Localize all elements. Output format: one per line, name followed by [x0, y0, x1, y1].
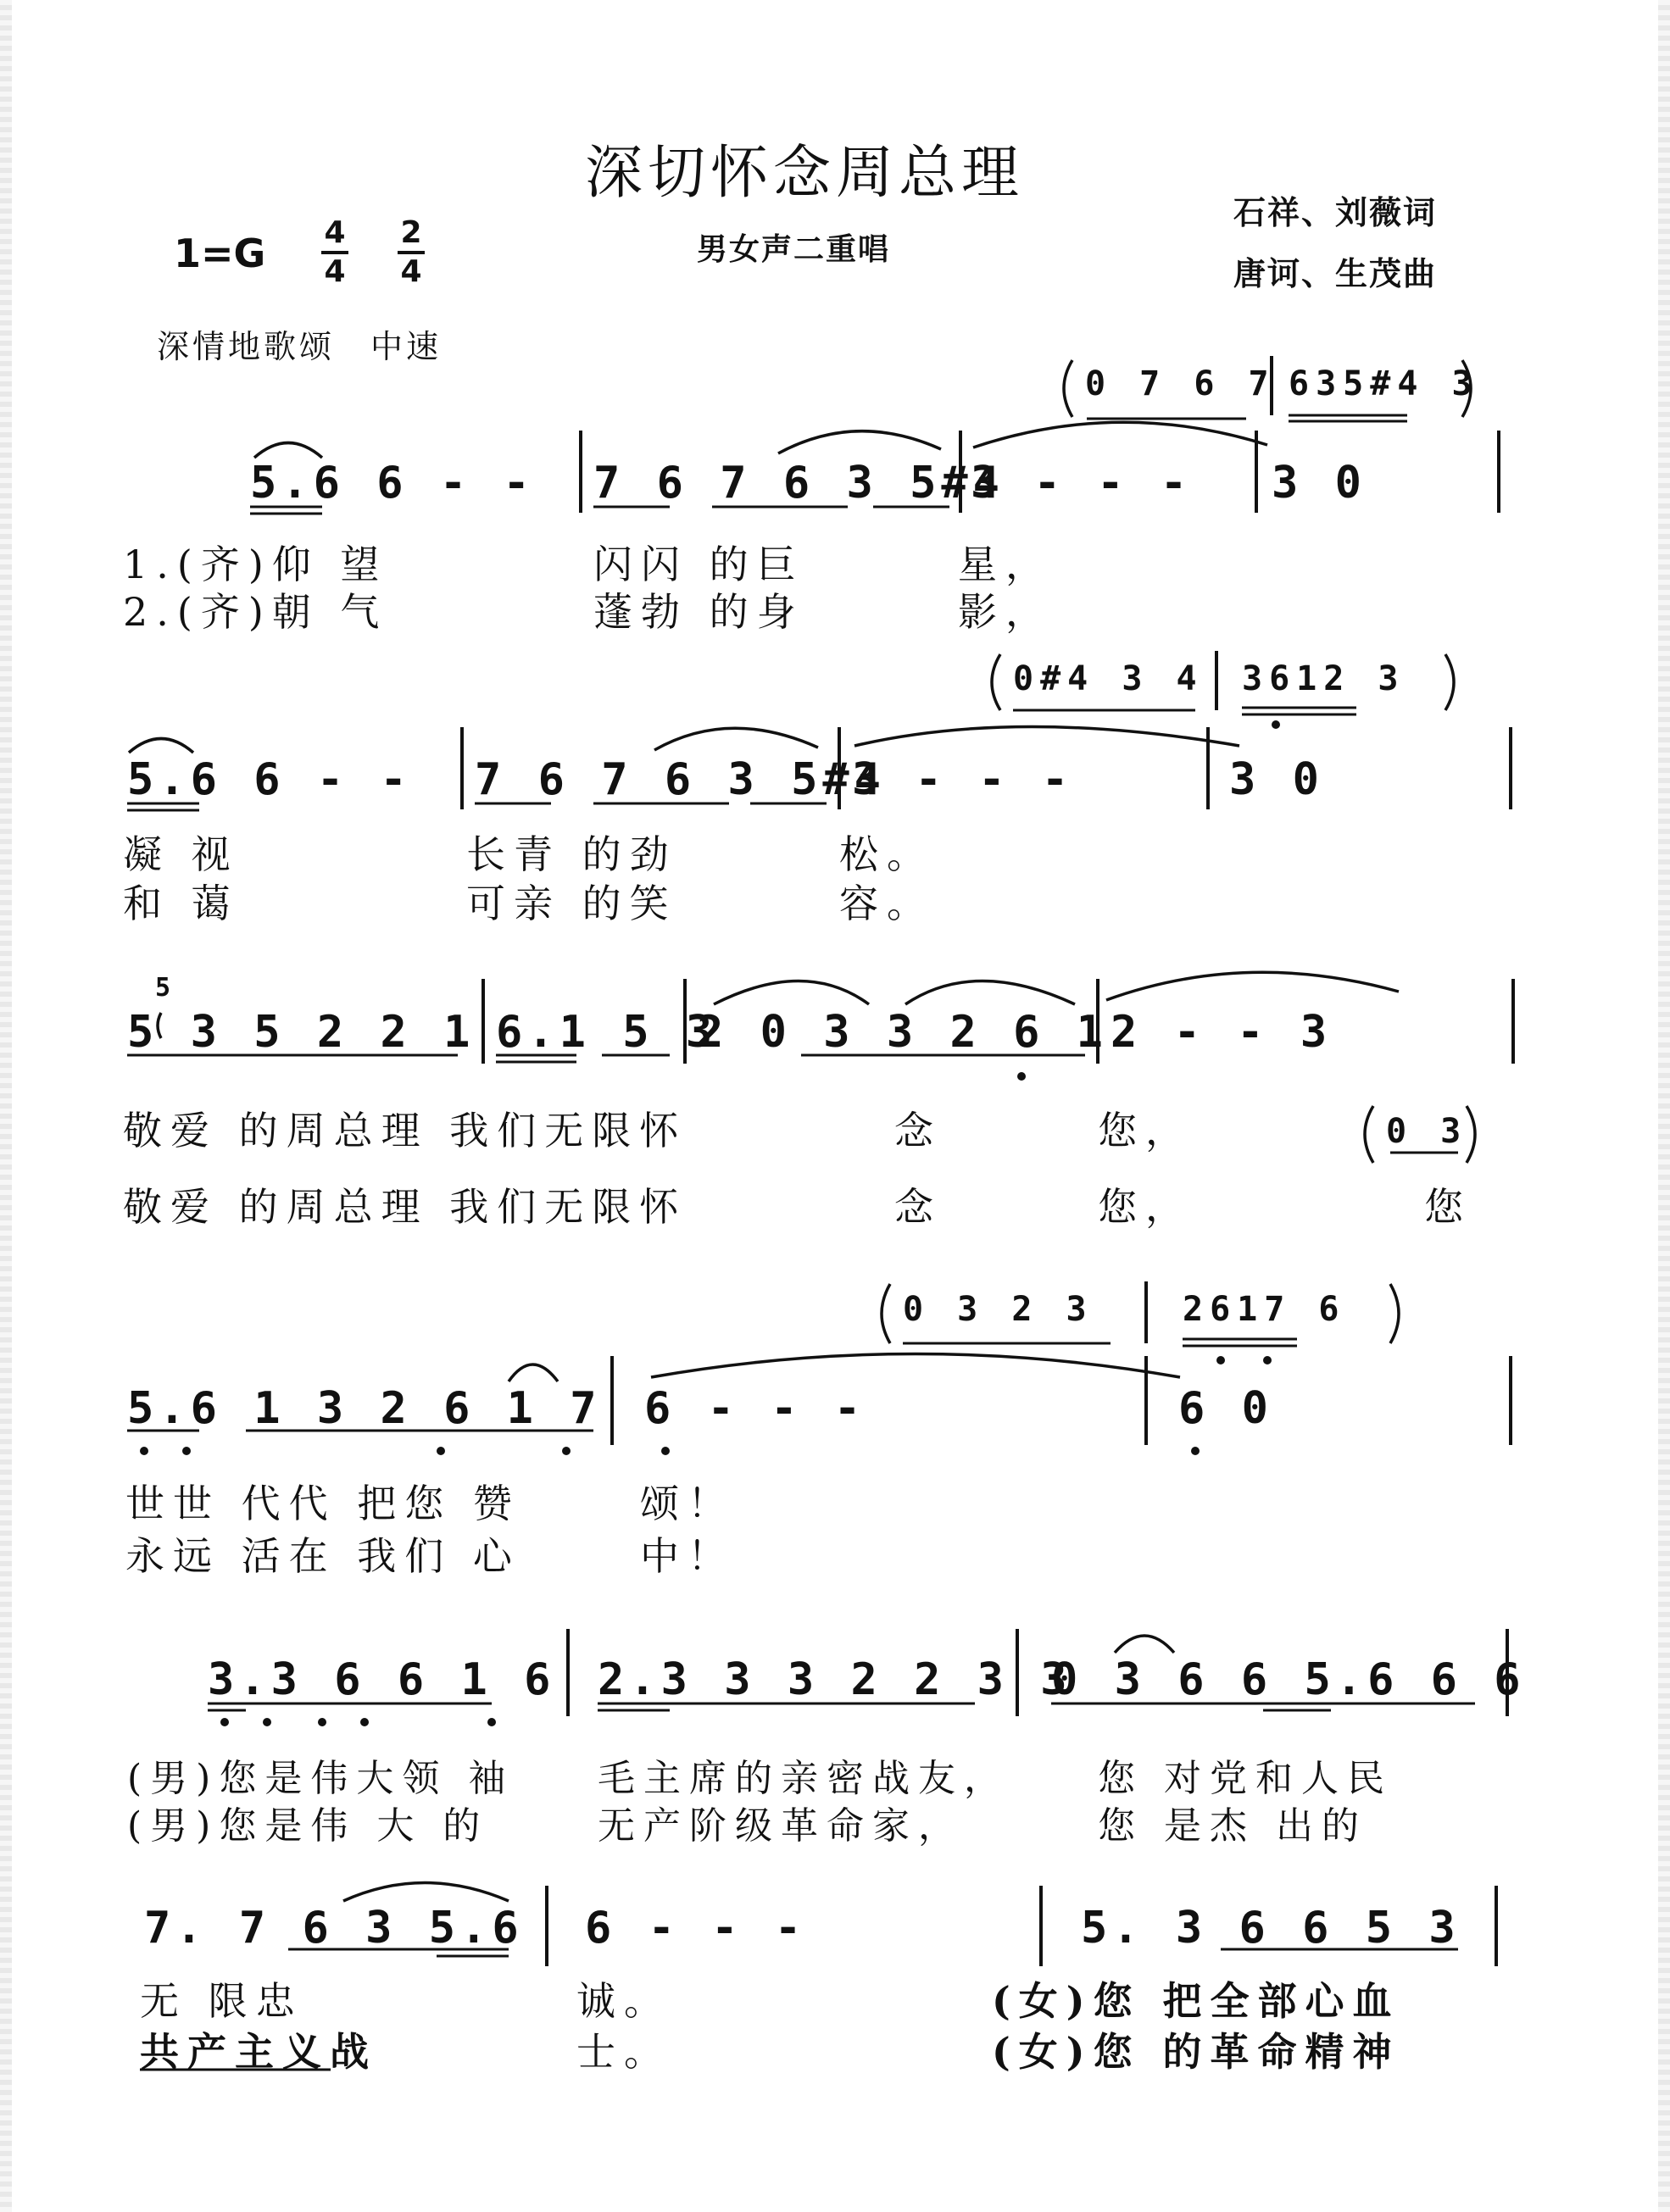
slur	[129, 739, 193, 753]
key-signature: 1=G	[174, 231, 266, 276]
slur	[1106, 972, 1399, 1000]
slur	[973, 422, 1267, 447]
accompaniment-notes: 0 3	[1386, 1112, 1468, 1151]
accompaniment-notes: 0#4 3 4	[1013, 659, 1204, 698]
lyric-verse-1: 颂！	[640, 1481, 735, 1526]
lyric-verse-2: 士。	[576, 2029, 671, 2075]
lyric-verse-1: 敬爱 的周总理 我们无限怀	[123, 1108, 687, 1153]
slur	[714, 981, 869, 1005]
melody-measure: 6 0	[1178, 1383, 1273, 1434]
lyric-verse-1: 星，	[958, 542, 1053, 587]
melody-measure: 3 0	[1229, 754, 1324, 805]
octave-dot	[263, 1718, 271, 1726]
slur	[343, 1883, 509, 1902]
accompaniment-notes: 635#4 3	[1289, 364, 1479, 403]
lyric-verse-1: 无 限忠	[140, 1978, 303, 2024]
lyric-verse-2: (男)您是伟 大 的	[127, 1804, 489, 1848]
grace-note: 5	[155, 973, 171, 1003]
lyric-verse-2: 共产主义战	[140, 2029, 377, 2075]
octave-dot	[318, 1718, 326, 1726]
lyric-verse-2: 影，	[958, 589, 1053, 635]
tempo-marking: 深情地歌颂 中速	[157, 328, 443, 365]
lyric-verse-2: (女)您 的革命精神	[992, 2029, 1400, 2075]
melody-measure: 3.3 6 6 1 6	[208, 1654, 556, 1705]
accompaniment-notes: 3612 3	[1242, 659, 1406, 698]
lyric-verse-2: 您 是杰 出的	[1098, 1804, 1367, 1848]
octave-dot	[182, 1447, 191, 1455]
lyric-verse-2: 2.(齐)朝 气	[123, 589, 388, 635]
octave-dot	[360, 1718, 369, 1726]
lyricist-credit: 石祥、刘薇词	[1233, 194, 1438, 231]
melody-measure: 5.6 1 3 2 6 1 7	[127, 1383, 602, 1434]
bracket	[1365, 1106, 1373, 1163]
composer-credit: 唐诃、生茂曲	[1233, 255, 1438, 292]
lyric-verse-1: 闪闪 的巨	[593, 542, 804, 587]
bracket	[1390, 1284, 1399, 1343]
slur	[254, 443, 322, 459]
melody-measure: 6 - - -	[644, 1383, 866, 1434]
lyric-verse-2: 您	[1424, 1184, 1472, 1230]
octave-dot	[140, 1447, 148, 1455]
slur	[1115, 1636, 1174, 1653]
octave-dot	[1272, 720, 1280, 729]
melody-measure: 6 - - -	[585, 1903, 807, 1954]
bracket	[1462, 360, 1471, 417]
octave-dot	[1017, 1072, 1026, 1081]
octave-dot	[437, 1447, 445, 1455]
melody-measure: 3 0	[1272, 458, 1367, 509]
octave-dot	[487, 1718, 496, 1726]
melody-measure: 3 - - -	[971, 458, 1193, 509]
slur	[778, 431, 941, 453]
octave-dot	[220, 1718, 229, 1726]
lyric-verse-2: 和 蔼	[123, 881, 239, 926]
melody-measure: 6.1 5 3	[496, 1007, 718, 1058]
song-title: 深切怀念周总理	[585, 140, 1025, 207]
melody-measure: 2 0 3 3 2 6 1	[697, 1007, 1108, 1058]
time-signature-4-4: 4 4	[318, 217, 352, 288]
slur	[654, 728, 818, 750]
melody-measure: 5.6 6 - -	[250, 458, 535, 509]
melody-measure: 0 3 6 6 5.6 6 6	[1051, 1654, 1526, 1705]
lyric-verse-2: 敬爱 的周总理 我们无限怀	[123, 1184, 687, 1230]
lyric-verse-2: 容。	[839, 881, 934, 926]
lyric-verse-2: 可亲 的笑	[466, 881, 677, 926]
octave-dot	[1263, 1356, 1272, 1364]
grace-tie	[158, 1013, 161, 1038]
lyric-verse-1: 长青 的劲	[466, 831, 677, 877]
time-signature-2-4: 2 4	[394, 217, 428, 288]
accompaniment-notes: 2617 6	[1183, 1290, 1346, 1329]
bracket	[882, 1284, 890, 1343]
lyric-verse-1: 松。	[839, 831, 934, 877]
lyric-verse-2: 无产阶级革命家，	[598, 1804, 964, 1848]
slur	[651, 1354, 1180, 1378]
octave-dot	[1191, 1447, 1200, 1455]
lyric-verse-1: 1.(齐)仰 望	[123, 542, 388, 587]
lyric-verse-2: 念	[894, 1184, 942, 1230]
lyric-verse-2: 蓬勃 的身	[593, 589, 804, 635]
slur	[854, 727, 1239, 747]
melody-measure: 2 - - 3	[1111, 1007, 1333, 1058]
lyric-verse-1: (男)您是伟大领 袖	[127, 1757, 515, 1800]
lyric-verse-1: 毛主席的亲密战友，	[598, 1757, 1010, 1800]
accompaniment-notes: 0 3 2 3	[903, 1290, 1094, 1329]
melody-measure: 5.6 6 - -	[127, 754, 412, 805]
lyric-verse-1: 念	[894, 1108, 942, 1153]
melody-measure: 2.3 3 3 2 2 3 3	[598, 1654, 1072, 1705]
octave-dot	[562, 1447, 571, 1455]
slur	[905, 981, 1075, 1005]
subtitle: 男女声二重唱	[697, 232, 891, 267]
melody-measure: 7. 7 6 3 5.6	[144, 1903, 524, 1954]
melody-measure: 5 3 5 2 2 1	[127, 1007, 476, 1058]
bracket	[992, 654, 1000, 710]
melody-measure: 5. 3 6 6 5 3	[1081, 1903, 1461, 1954]
lyric-verse-1: 诚。	[576, 1978, 671, 2024]
lyric-verse-2: 永远 活在 我们 心	[125, 1533, 520, 1579]
octave-dot	[1216, 1356, 1225, 1364]
lyric-verse-1: (女)您 把全部心血	[992, 1978, 1400, 2024]
bracket	[1064, 360, 1072, 417]
melody-measure: 7 6 7 6 3 5#4	[593, 458, 1005, 509]
lyric-verse-1: 凝 视	[123, 831, 239, 877]
bracket	[1445, 654, 1454, 710]
lyric-verse-2: 您，	[1098, 1184, 1193, 1230]
octave-dot	[661, 1447, 670, 1455]
lyric-verse-2: 中！	[640, 1533, 735, 1579]
melody-measure: 3 - - -	[852, 754, 1074, 805]
lyric-verse-1: 您 对党和人民	[1098, 1757, 1393, 1800]
lyric-verse-1: 世世 代代 把您 赞	[125, 1481, 520, 1526]
accompaniment-notes: 0 7 6 7	[1085, 364, 1276, 403]
slur	[509, 1364, 558, 1381]
melody-measure: 7 6 7 6 3 5#4	[475, 754, 886, 805]
lyric-verse-1: 您，	[1098, 1108, 1193, 1153]
bracket	[1467, 1106, 1475, 1163]
